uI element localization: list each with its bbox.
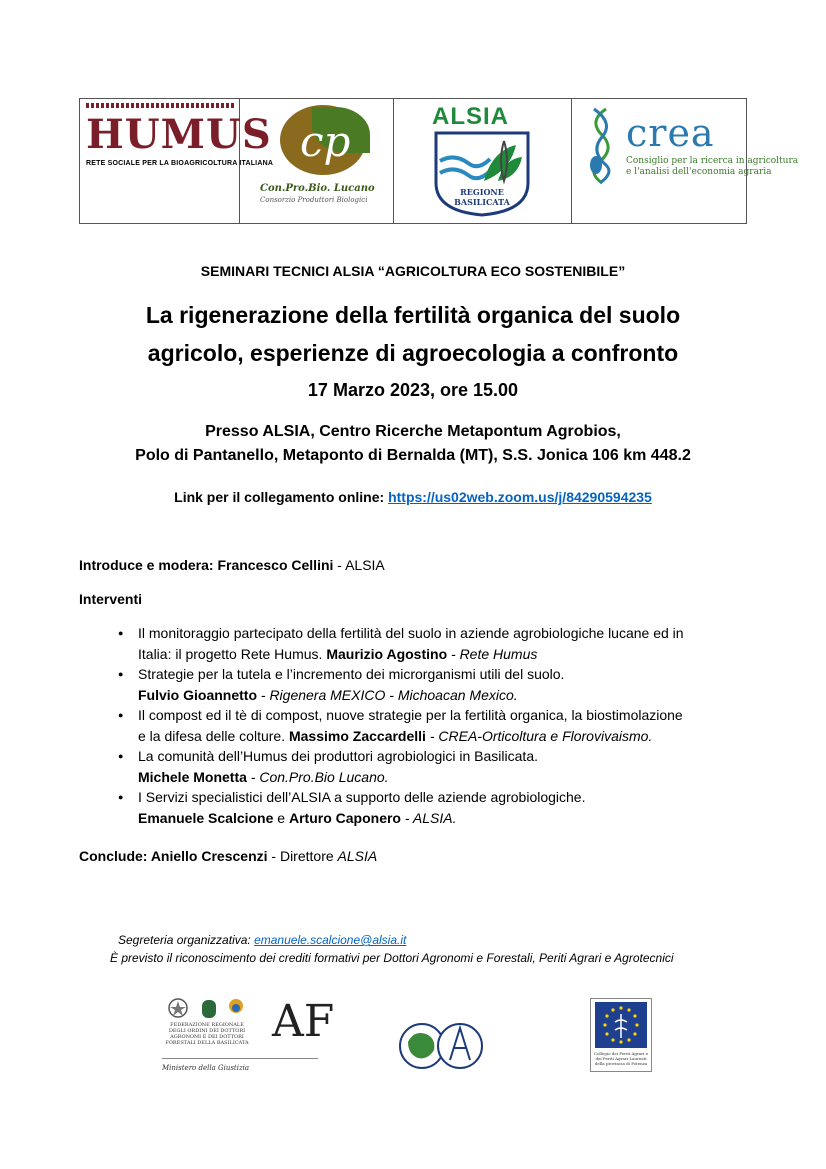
talk-title-continued: Italia: il progetto Rete Humus.: [138, 645, 327, 662]
speaker-name: Emanuele Scalcione: [138, 809, 274, 826]
speaker-affiliation: - Con.Pro.Bio Lucano.: [246, 768, 389, 785]
talk-title-continued: e la difesa delle colture.: [138, 727, 289, 744]
divider: [162, 1058, 318, 1059]
list-item: [118, 746, 758, 787]
secretariat-email-link[interactable]: emanuele.scalcione@alsia.it: [254, 933, 407, 947]
list-item: [118, 664, 758, 705]
speaker-name: Michele Monetta: [138, 768, 247, 785]
eu-flag-icon: [595, 1002, 647, 1048]
talk-title: ● I Servizi specialistici dell’ALSIA a supporto delle aziende agrobiologiche.: [138, 789, 586, 805]
online-link-label: Link per il collegamento online:: [174, 489, 389, 505]
list-item: [118, 787, 758, 828]
interventi-list: [118, 623, 758, 828]
speaker-name: Maurizio Agostino: [326, 645, 448, 662]
talk-speaker-line: [138, 767, 758, 788]
location-line1: Presso ALSIA, Centro Ricerche Metapontum Agrobios,: [205, 423, 621, 440]
alsia-region-line1: REGIONE: [460, 187, 504, 197]
moderator-affiliation: - ALSIA: [333, 557, 385, 573]
conprobio-logo-subtitle: Consorzio Produttori Biologici: [260, 196, 368, 204]
conclusion-org: ALSIA: [337, 848, 378, 864]
conprobio-logo-text: Con.Pro.Bio. Lucano: [260, 183, 375, 194]
dna-helix-icon: [584, 105, 620, 185]
ministry-label: Ministero della Giustizia: [162, 1064, 250, 1072]
talk-title: ● La comunità dell’Humus dei produttori agrobiologici in Basilicata.: [138, 748, 538, 764]
periti-agrari-logo: [590, 998, 652, 1072]
event-location: [0, 420, 826, 468]
conprobio-logo: [240, 99, 394, 223]
event-date: 17 Marzo 2023, ore 15.00: [307, 380, 519, 400]
crea-logo: [572, 99, 799, 223]
talk-speaker-line: [138, 726, 758, 747]
crea-subtitle-line1: Consiglio per la ricerca in agricoltura: [626, 156, 799, 166]
speaker-affiliation: - Rete Humus: [447, 645, 538, 662]
crea-subtitle-line2: e l'analisi dell'economia agraria: [626, 167, 772, 177]
talk-title: ● Il compost ed il tè di compost, nuove strategie per la fertilità organica, la biostimolazione: [138, 707, 683, 723]
humus-decoration: [86, 103, 234, 108]
moderator-line: [79, 557, 385, 573]
list-item: [118, 623, 758, 664]
secretariat-label: Segreteria organizzativa:: [118, 933, 255, 947]
talk-speaker-line: [138, 685, 758, 706]
talk-speaker-line: [138, 644, 758, 665]
alsia-region-line2: BASILICATA: [454, 197, 510, 207]
stars-circle-icon: [595, 1002, 647, 1048]
alsia-logo-text: ALSIA: [432, 103, 509, 130]
list-item: [118, 705, 758, 746]
conclusion-name: Aniello Crescenzi: [150, 848, 268, 864]
speaker-affiliation: - Rigenera MEXICO - Michoacan Mexico.: [257, 686, 518, 703]
federation-logo: [162, 996, 335, 1076]
humus-logo: [80, 99, 274, 223]
agrotecnici-logo: [388, 998, 494, 1074]
crea-logo-subtitle: [626, 156, 798, 178]
emblem-icons: [166, 996, 248, 1020]
interventi-heading: Interventi: [79, 591, 143, 607]
talk-title: ● Il monitoraggio partecipato della fertilità del suolo in aziende agrobiologiche lucane ed in: [138, 625, 684, 641]
online-link-line: [0, 489, 826, 505]
alsia-region-label: [448, 187, 516, 207]
talk-speaker-line: [138, 808, 758, 829]
humus-logo-text: HUMUS: [86, 111, 272, 158]
conclusion-line: [79, 848, 377, 864]
humus-logo-subtitle: RETE SOCIALE PER LA BIOAGRICOLTURA ITALIANA: [86, 160, 274, 167]
talk-title: ● Strategie per la tutela e l’incremento dei microrganismi utili del suolo.: [138, 666, 565, 682]
event-title: [0, 296, 826, 372]
secretariat-line: [118, 933, 406, 947]
event-title-line2: agricolo, esperienze di agroecologia a confronto: [147, 340, 679, 366]
logo-table: [79, 98, 799, 224]
zoom-link[interactable]: https://us02web.zoom.us/j/84290594235: [388, 489, 652, 505]
alsia-logo: [394, 99, 572, 223]
conprobio-monogram: cp: [300, 117, 351, 166]
moderator-name: Francesco Cellini: [217, 557, 334, 573]
location-line2: Polo di Pantanello, Metaponto di Bernalda (MT), S.S. Jonica 106 km 448.2: [135, 447, 691, 464]
speaker-name: Fulvio Gioannetto: [138, 686, 257, 703]
credits-note: È previsto il riconoscimento dei crediti formativi per Dottori Agronomi e Forestali, Periti Agrari e Agrotecnici: [110, 951, 674, 965]
crea-logo-text: crea: [626, 111, 715, 155]
conclusion-role: - Direttore: [267, 848, 338, 864]
speaker-name-2: Arturo Caponero: [288, 809, 401, 826]
af-logo-mark: AF: [272, 996, 335, 1047]
periti-agrari-text: Collegio dei Periti Agrari e dei Periti Agrari Laureati della provincia di Potenza: [593, 1051, 649, 1066]
speaker-conjunction: e: [273, 809, 289, 826]
conclusion-label: Conclude:: [79, 848, 151, 864]
moderator-label: Introduce e modera:: [79, 557, 218, 573]
speaker-affiliation: - ALSIA.: [400, 809, 457, 826]
series-title: SEMINARI TECNICI ALSIA “AGRICOLTURA ECO SOSTENIBILE”: [200, 263, 626, 279]
speaker-affiliation: - CREA-Orticoltura e Florovivaismo.: [425, 727, 653, 744]
event-title-line1: La rigenerazione della fertilità organica del suolo: [145, 302, 681, 328]
federation-text: FEDERAZIONE REGIONALE DEGLI ORDINI DEI DOTTORI AGRONOMI E DEI DOTTORI FORESTALI DELLA BASILICATA: [165, 1022, 249, 1046]
speaker-name: Massimo Zaccardelli: [288, 727, 426, 744]
